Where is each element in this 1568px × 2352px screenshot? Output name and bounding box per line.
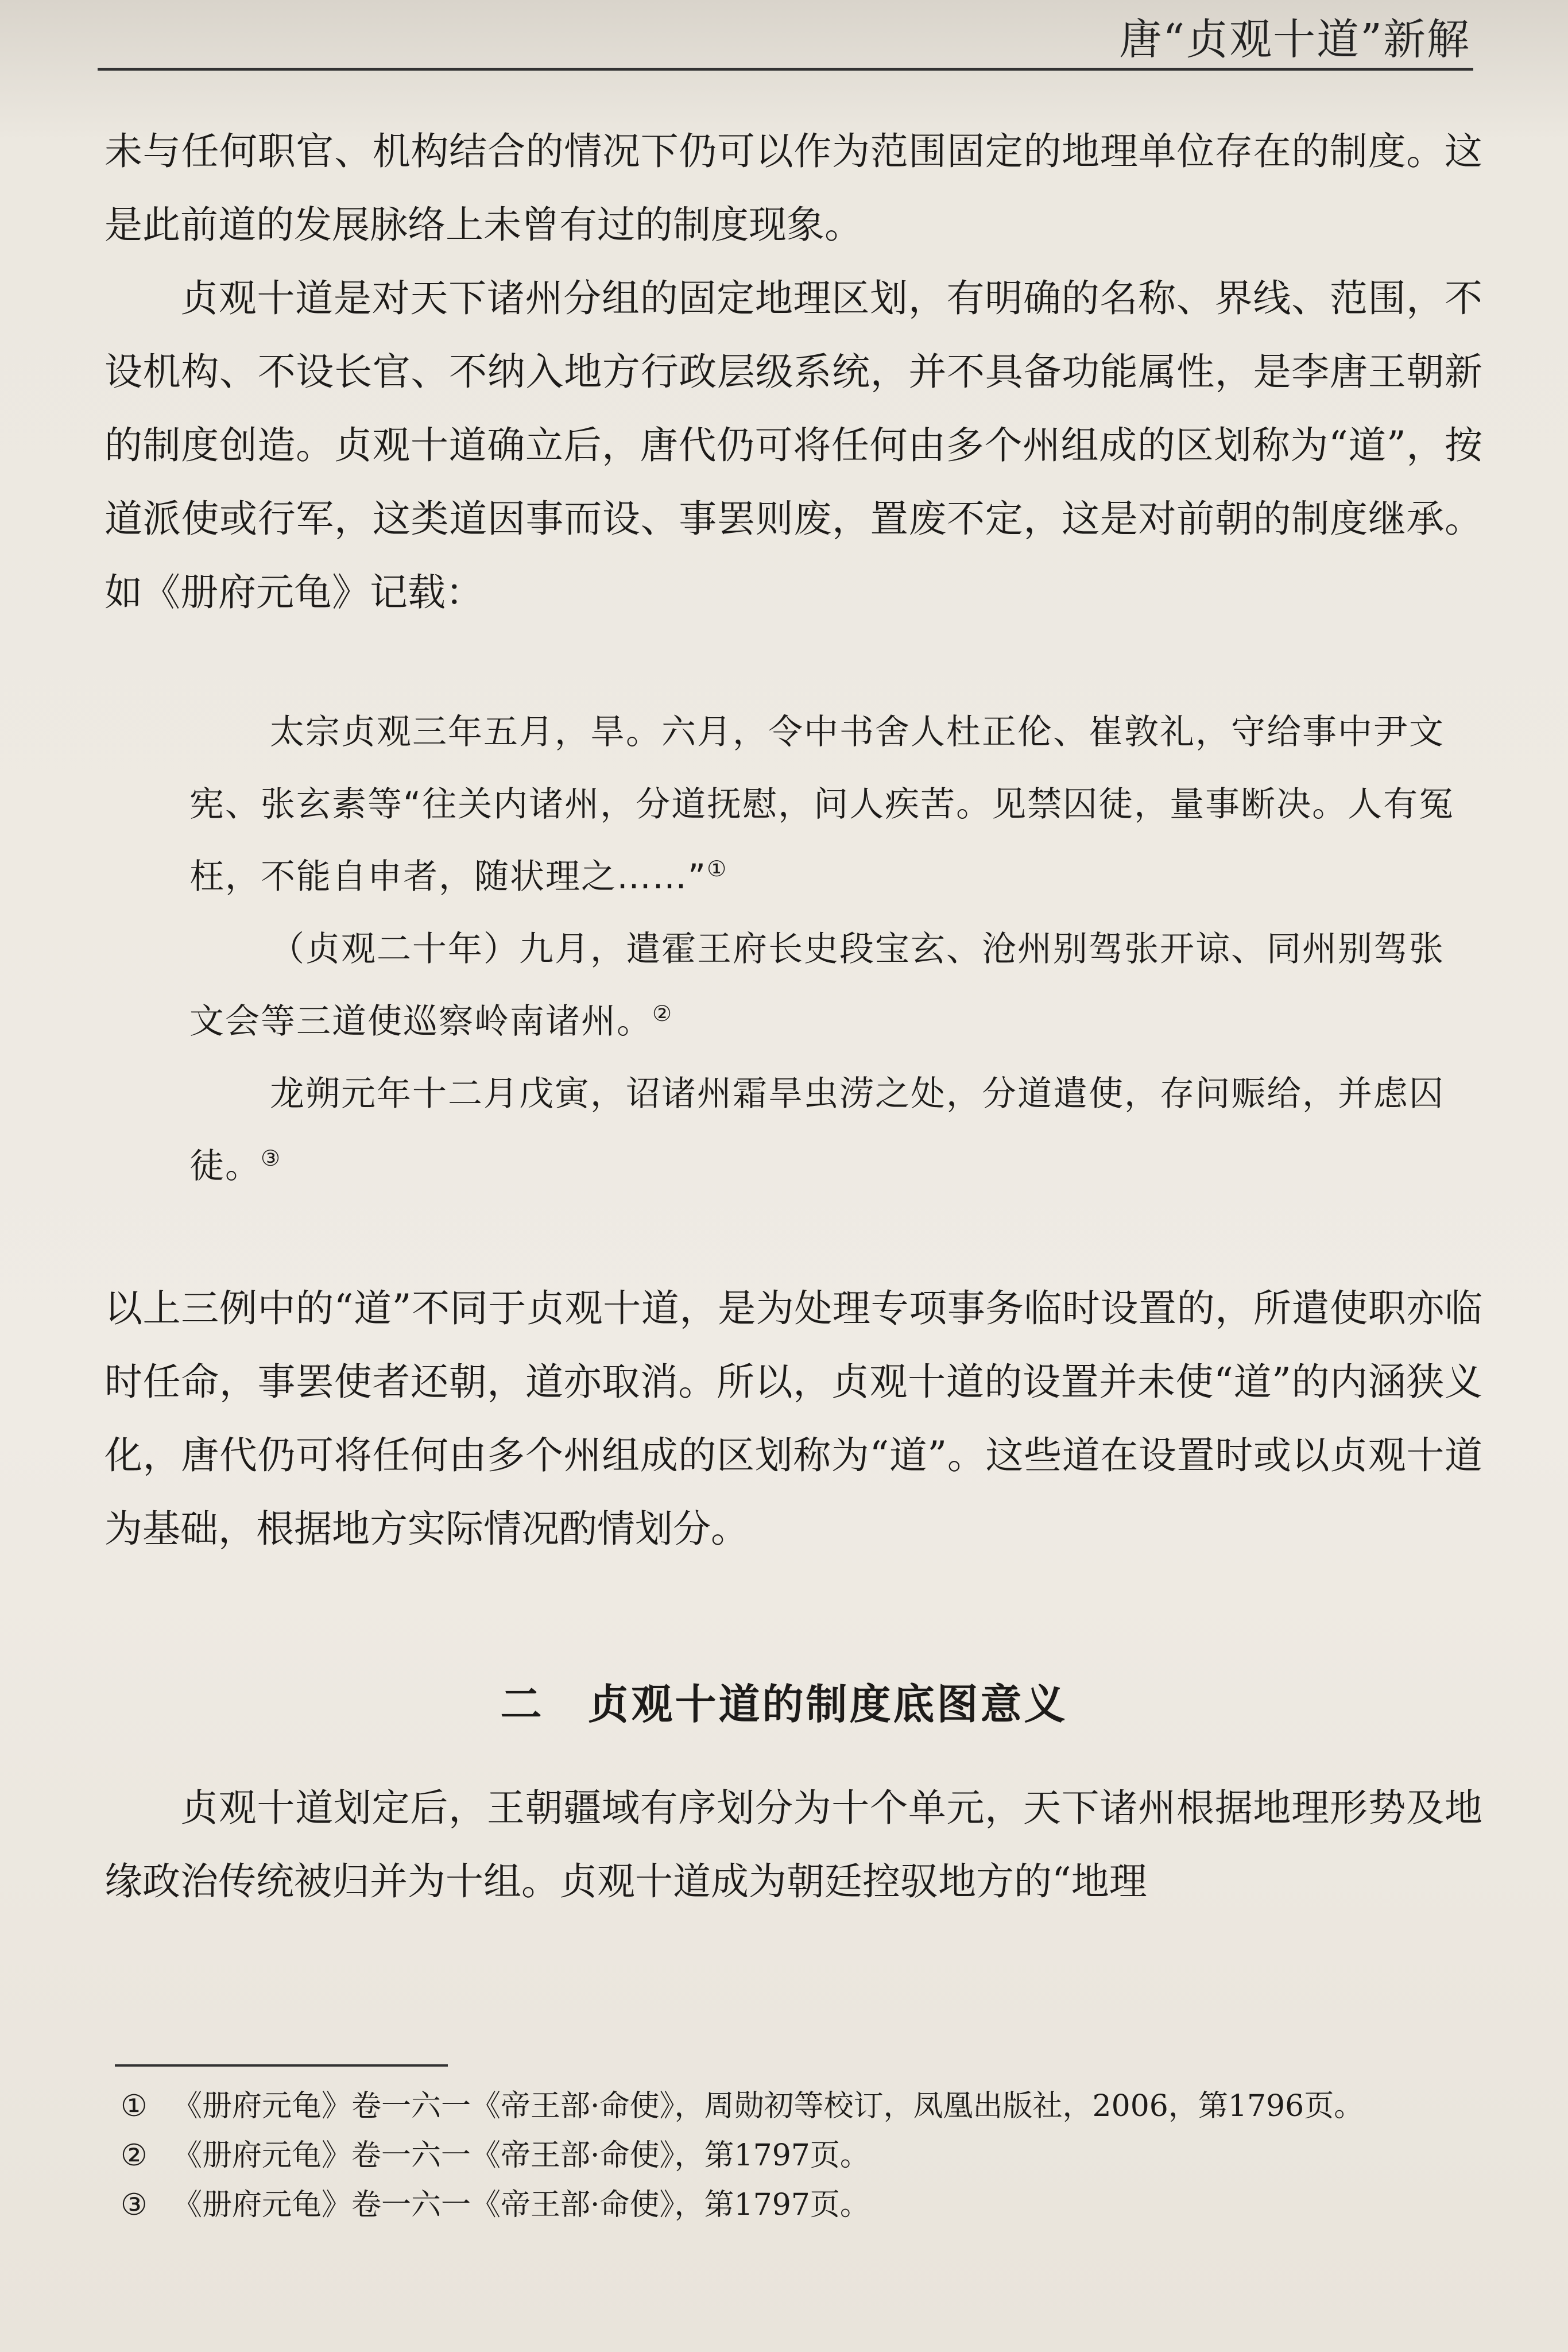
- footnote-mark: ③: [121, 2188, 148, 2222]
- footnote: ③ 《册府元龟》卷一六一《帝王部·命使》，第1797页。: [172, 2180, 1487, 2230]
- header-rule: [98, 68, 1473, 71]
- footnote-ref[interactable]: ①: [707, 856, 728, 881]
- footnote: ① 《册府元龟》卷一六一《帝王部·命使》，周勋初等校订，凤凰出版社，2006，第1796页。: [172, 2082, 1487, 2131]
- body-block-top: [104, 115, 1482, 629]
- body-block-mid: [104, 1272, 1482, 1566]
- footnote-mark: ①: [121, 2089, 148, 2123]
- footnotes: [121, 2082, 1487, 2230]
- paragraph: 贞观十道是对天下诸州分组的固定地理区划，有明确的名称、界线、范围，不设机构、不设长官、不纳入地方行政层级系统，并不具备功能属性，是李唐王朝新的制度创造。贞观十道确立后，唐代仍可将任何由多个州组成的区划称为“道”，按道派使或行军，这类道因事而设、事罢则废，置废不定，这是对前朝的制度继承。如《册府元龟》记载：: [104, 276, 1482, 614]
- running-head: 唐“贞观十道”新解: [1119, 15, 1470, 64]
- quotation-block: [189, 696, 1476, 1202]
- footnote-ref[interactable]: ③: [261, 1146, 282, 1171]
- quotation: 龙朔元年十二月戊寅，诏诸州霜旱虫涝之处，分道遣使，存问赈给，并虑囚徒。③: [189, 1074, 1445, 1186]
- paragraph-continued: 未与任何职官、机构结合的情况下仍可以作为范围固定的地理单位存在的制度。这是此前道的发展脉络上未曾有过的制度现象。: [104, 129, 1482, 247]
- quotation: （贞观二十年）九月，遣霍王府长史段宝玄、沧州别驾张开谅、同州别驾张文会等三道使巡察岭南诸州。②: [189, 929, 1445, 1042]
- quotation: 太宗贞观三年五月，旱。六月，令中书舍人杜正伦、崔敦礼，守给事中尹文宪、张玄素等“往关内诸州，分道抚慰，问人疾苦。见禁囚徒，量事断决。人有冤枉，不能自申者，随状理之……”①: [189, 712, 1455, 897]
- footnote-mark: ②: [121, 2138, 148, 2173]
- footnote-ref[interactable]: ②: [652, 1001, 673, 1026]
- section-heading: 二 贞观十道的制度底图意义: [500, 1680, 1068, 1728]
- footnote: ② 《册府元龟》卷一六一《帝王部·命使》，第1797页。: [172, 2131, 1487, 2180]
- footnote-rule: [115, 2064, 448, 2067]
- paragraph: 以上三例中的“道”不同于贞观十道，是为处理专项事务临时设置的，所遣使职亦临时任命，事罢使者还朝，道亦取消。所以，贞观十道的设置并未使“道”的内涵狭义化，唐代仍可将任何由多个州组成的区划称为“道”。这些道在设置时或以贞观十道为基础，根据地方实际情况酌情划分。: [104, 1286, 1482, 1551]
- paragraph: 贞观十道划定后，王朝疆域有序划分为十个单元，天下诸州根据地理形势及地缘政治传统被归并为十组。贞观十道成为朝廷控驭地方的“地理: [104, 1786, 1482, 1904]
- body-block-bottom: [104, 1771, 1482, 1918]
